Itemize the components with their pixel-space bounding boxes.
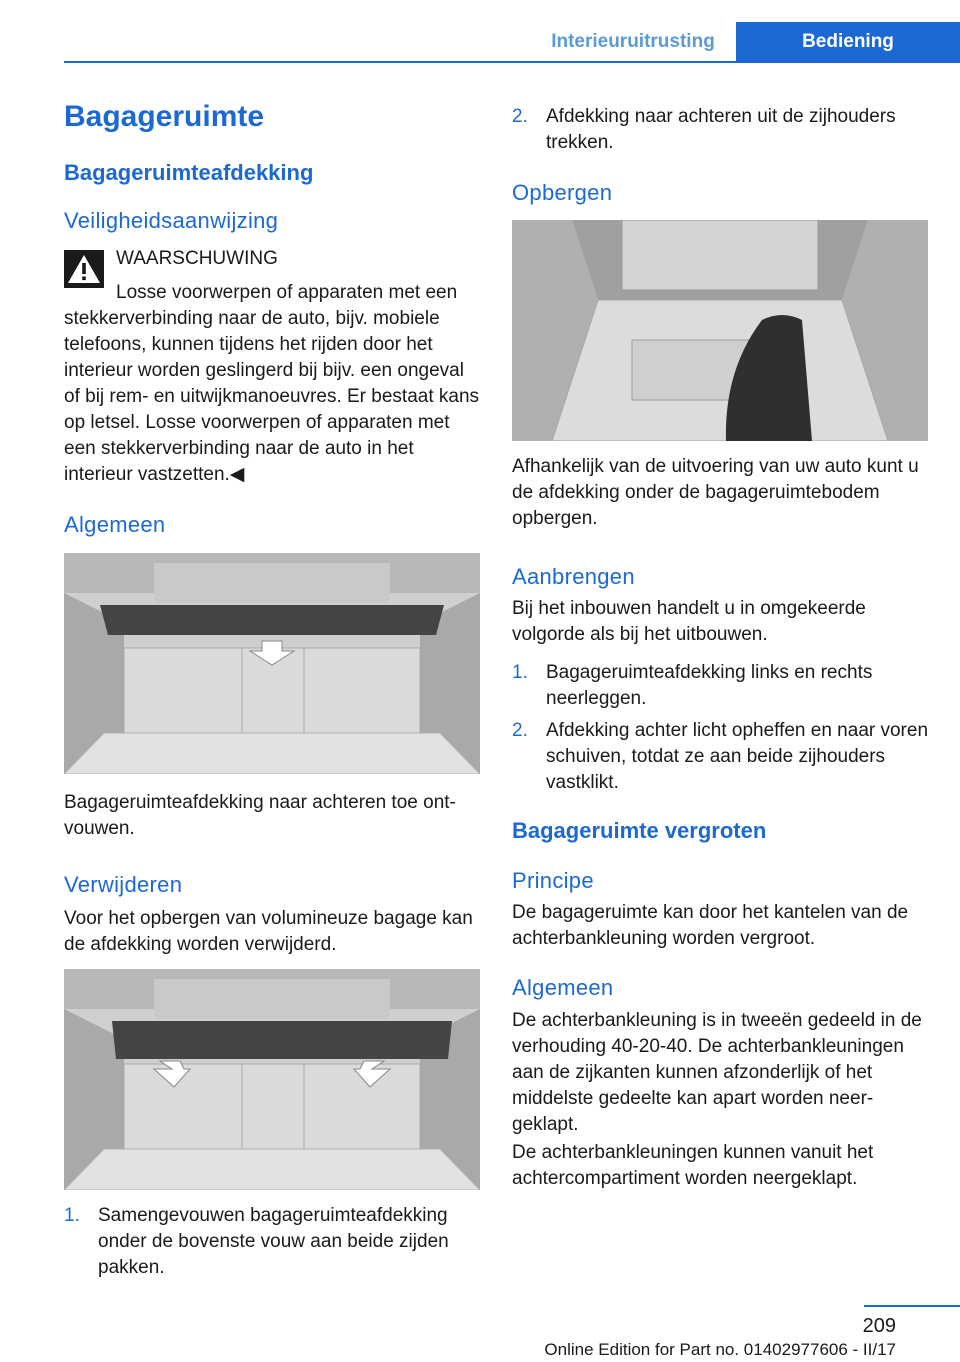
page-number: 209	[862, 1315, 896, 1337]
step-number: 1.	[64, 1205, 80, 1226]
general-caption: Bagageruimteafdekking naar achteren toe ontvouwen.	[64, 792, 456, 839]
safety-heading: Veiligheidsaanwijzing	[64, 208, 279, 233]
install-text: Bij het inbouwen handelt u in omgekeerde volgorde als bij het uitbouwen.	[512, 598, 866, 645]
remove-text: Voor het opbergen van volumineuze bagage kan de afdekking worden verwijderd.	[64, 908, 473, 955]
step-number: 2.	[512, 106, 528, 127]
principle-text: De bagageruimte kan door het kantelen van de achterbankleuning worden vergroot.	[512, 902, 909, 949]
step-text: Samengevouwen bagageruimteafdekking onder de bovenste vouw aan beide zijden pakken.	[98, 1205, 449, 1278]
general-text-1: De achterbankleuning is in tweeën gedeeld in de verhouding 40-20-40. De achterbankleuningen aan de zijkanten kunnen afzonderlijk of het middelste gedeelte kan apart worden neergeklapt.	[512, 1010, 922, 1135]
step-number: 2.	[512, 720, 528, 741]
remove-heading: Verwijderen	[64, 872, 183, 897]
store-heading: Opbergen	[512, 180, 613, 205]
general-text-2: De achterbankleuningen kunnen vanuit het achtercompartiment worden neergeklapt.	[512, 1142, 874, 1189]
page-title: Bagageruimte	[64, 100, 265, 133]
step-number: 1.	[512, 662, 528, 683]
edition-note: Online Edition for Part no. 01402977606 - II/17	[544, 1340, 896, 1359]
warning-label: WAARSCHUWING	[116, 248, 278, 269]
cargo-cover-unfold-image	[64, 553, 480, 774]
general-heading-right: Algemeen	[512, 975, 614, 1000]
chapter-tab: Bediening	[736, 22, 960, 62]
header-rule	[64, 61, 960, 63]
principle-heading: Principe	[512, 868, 594, 893]
enlarge-heading: Bagageruimte vergroten	[512, 818, 767, 843]
step-text: Afdekking naar achteren uit de zijhouders trekken.	[546, 106, 896, 153]
install-heading: Aanbrengen	[512, 564, 635, 589]
warning-text: Losse voorwerpen of apparaten met een stekkerverbinding naar de auto, bijv. mobiele telefoons, kunnen tijdens het rijden door het interieur worden geslingerd bij bijv. een ongeval of bij rem- en uitwijkmanoeuvres. Er bestaat kans op letsel. Losse voorwerpen of apparaten met een stekkerverbinding naar de auto in het interieur vastzetten.◀	[64, 282, 480, 485]
section-label: Interieuruitrusting	[551, 31, 715, 52]
footer-rule	[864, 1305, 960, 1307]
general-heading: Algemeen	[64, 512, 166, 537]
page-header	[0, 0, 960, 62]
section-heading: Bagageruimteafdekking	[64, 160, 314, 185]
store-text: Afhankelijk van de uitvoering van uw auto kunt u de afdekking onder de bagageruimtebodem opbergen.	[512, 456, 919, 529]
cargo-cover-remove-image	[64, 969, 480, 1190]
step-text: Afdekking achter licht opheffen en naar voren schuiven, totdat ze aan beide zijhouders vastklikt.	[546, 720, 929, 793]
cover-storage-image	[512, 220, 928, 441]
step-text: Bagageruimteafdekking links en rechts neerleggen.	[546, 662, 873, 709]
